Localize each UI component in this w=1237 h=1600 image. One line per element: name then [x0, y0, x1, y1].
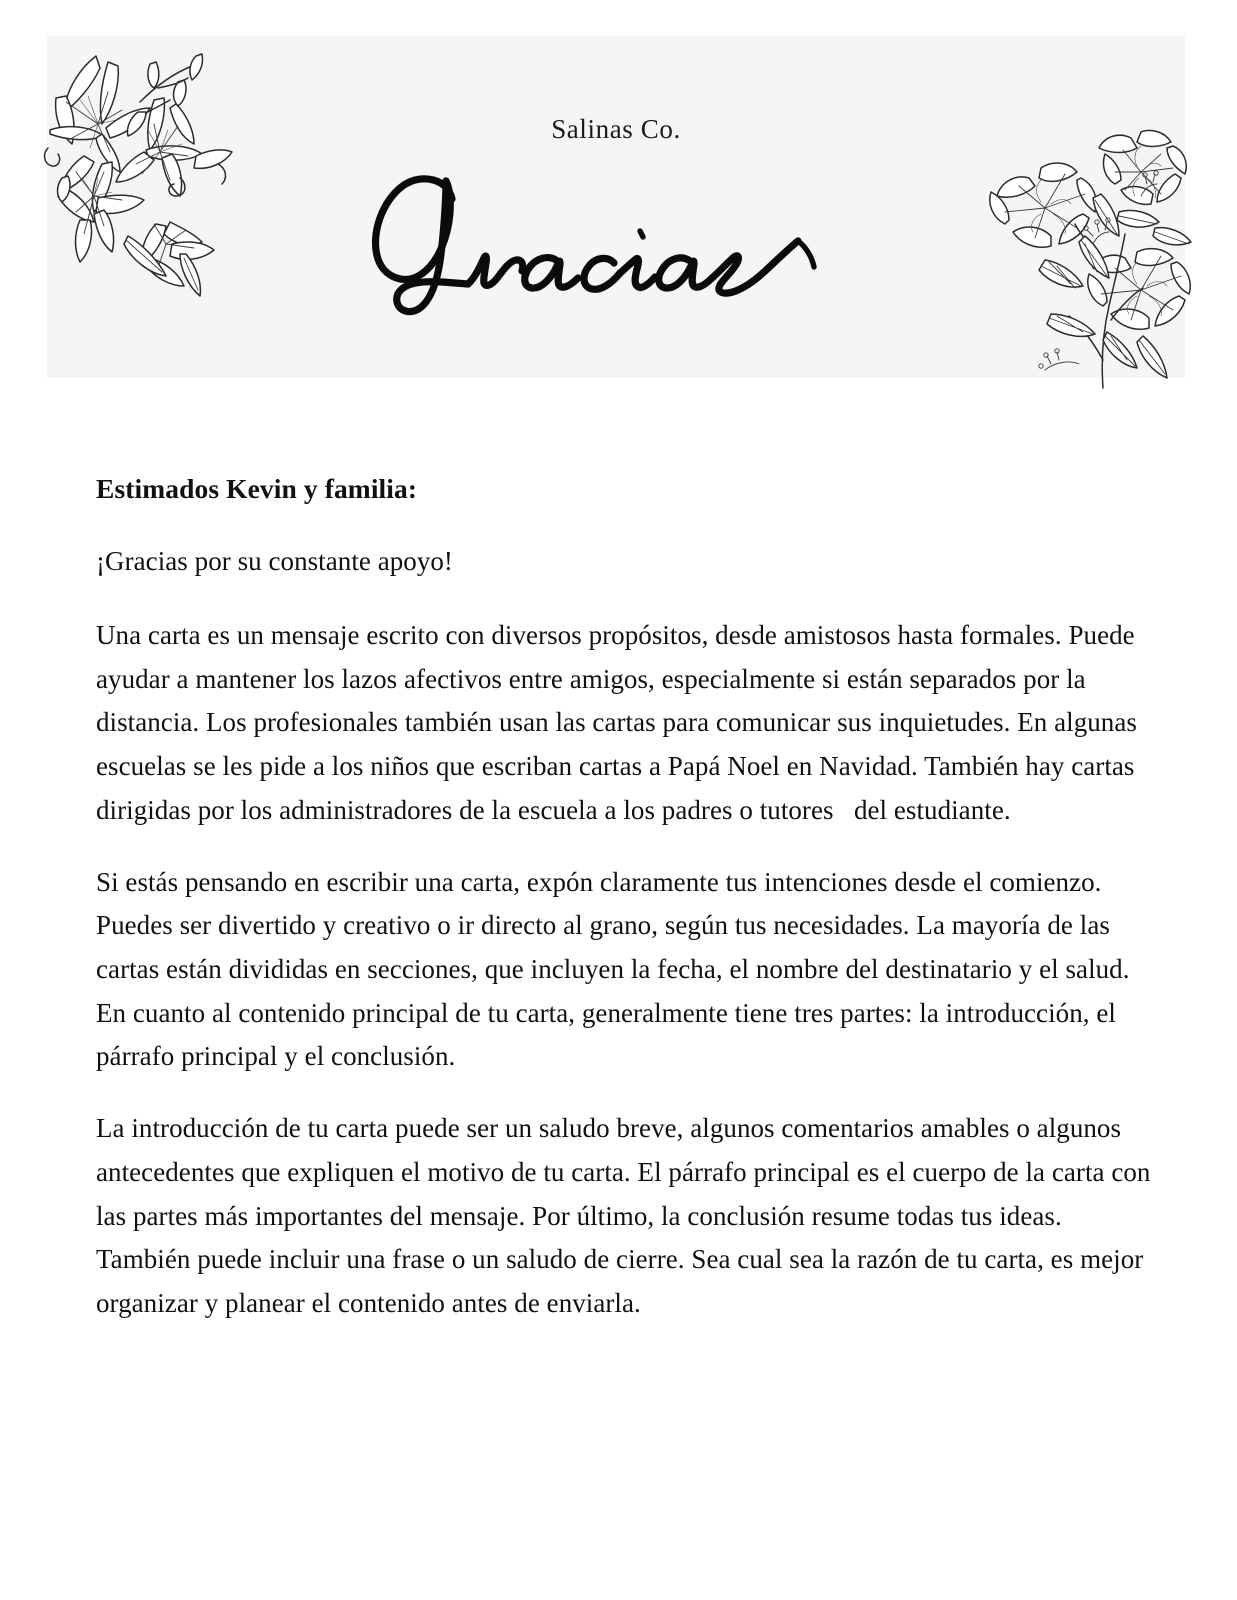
header-inner — [47, 36, 1185, 378]
thanks-script-title — [47, 154, 1185, 334]
salutation: Estimados Kevin y familia: — [96, 473, 418, 504]
company-name: Salinas Co. — [551, 114, 681, 144]
body-paragraph-2: Si estás pensando en escribir una carta, expón claramente tus intenciones desde el comienzo. Puedes ser divertido y creativo o ir directo al grano, según tus necesidades. La mayoría de las cartas están divididas en secciones, que incluyen la fecha, el nombre del destinatario y el salud. En cuanto al contenido principal de tu carta, generalmente tiene tres partes: la introducción, el párrafo principal y el conclusión. — [96, 866, 1150, 1072]
body-paragraph-3: La introducción de tu carta puede ser un saludo breve, algunos comentarios amables o algunos antecedentes que expliquen el motivo de tu carta. El párrafo principal es el cuerpo de la carta con las partes más importantes del mensaje. Por último, la conclusión resume todas tus ideas. También puede incluir una frase o un saludo de cierre. Sea cual sea la razón de tu carta, es mejor organizar y planear el contenido antes de enviarla. — [96, 1113, 1158, 1319]
body-paragraph-1: Una carta es un mensaje escrito con diversos propósitos, desde amistosos hasta formales. Puede ayudar a mantener los lazos afectivos entre amigos, especialmente si están separados por la distancia. Los profesionales también usan las cartas para comunicar sus inquietudes. En algunas escuelas se les pide a los niños que escriban cartas a Papá Noel en Navidad. También hay cartas dirigidas por los administradores de la escuela a los padres o tutores del estudiante. — [96, 619, 1144, 825]
header-band — [47, 36, 1185, 378]
letter-body — [96, 470, 1159, 1326]
opening-line: ¡Gracias por su constante apoyo! — [96, 546, 453, 577]
